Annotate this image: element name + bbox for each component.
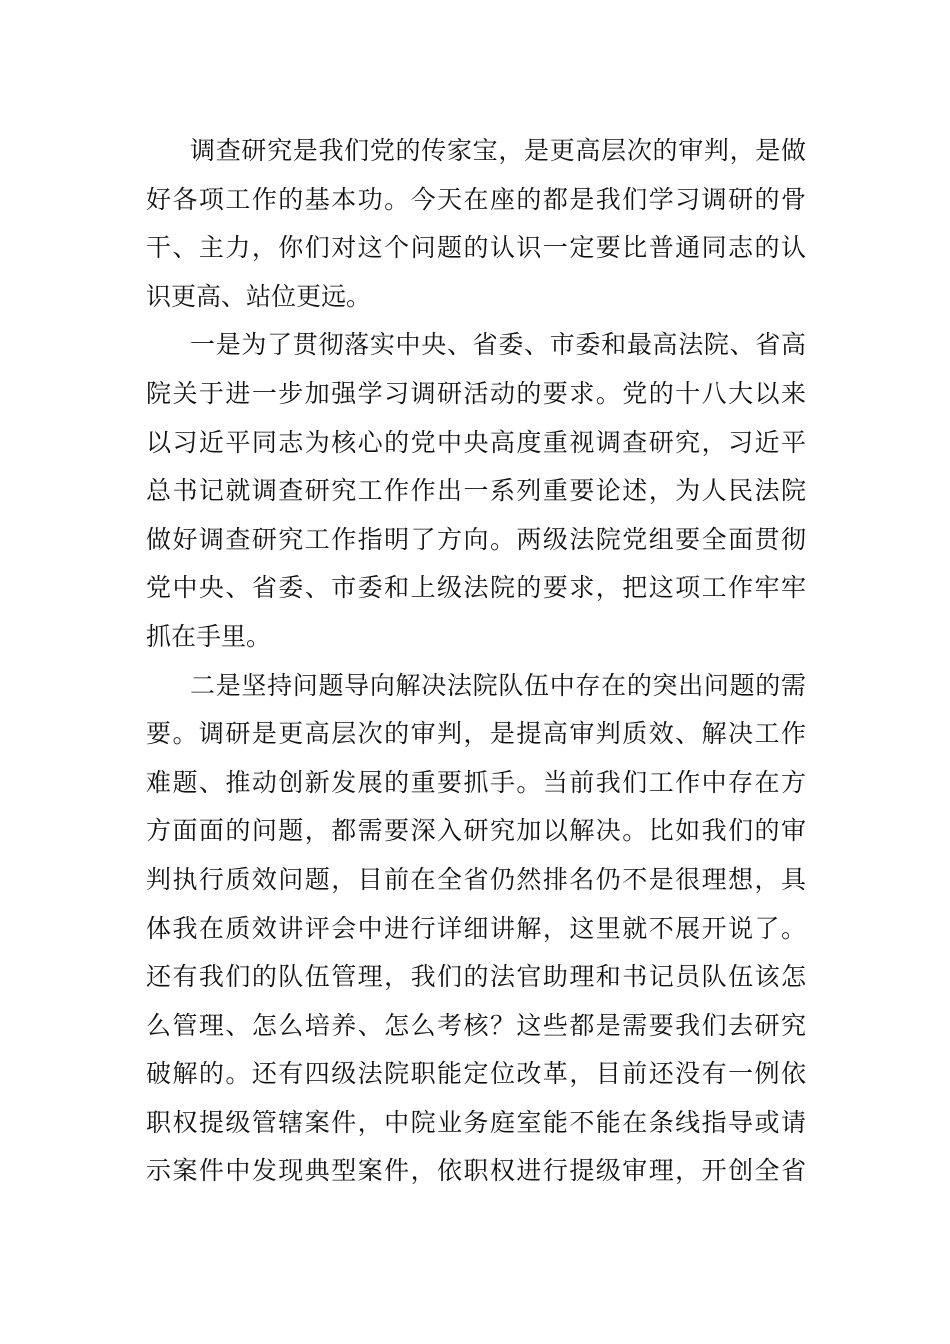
text-line: 么管理、怎么培养、怎么考核？这些都是需要我们去研究 [146, 1010, 806, 1040]
text-line: 做好调查研究工作指明了方向。两级法院党组要全面贯彻 [146, 524, 806, 554]
text-line: 二是坚持问题导向解决法院队伍中存在的突出问题的需 [190, 670, 806, 700]
text-line: 体我在质效讲评会中进行详细讲解，这里就不展开说了。 [146, 913, 806, 943]
text-line: 识更高、站位更远。 [146, 281, 372, 311]
paragraph-1 [146, 127, 806, 321]
text-line: 抓在手里。 [146, 621, 272, 651]
text-line: 院关于进一步加强学习调研活动的要求。党的十八大以来 [146, 378, 806, 408]
text-line: 破解的。还有四级法院职能定位改革，目前还没有一例依 [146, 1059, 806, 1089]
paragraph-3 [146, 662, 806, 1197]
text-line: 好各项工作的基本功。今天在座的都是我们学习调研的骨 [146, 184, 806, 214]
text-line: 以习近平同志为核心的党中央高度重视调查研究，习近平 [146, 427, 806, 457]
text-line: 总书记就调查研究工作作出一系列重要论述，为人民法院 [146, 476, 806, 506]
text-line: 干、主力，你们对这个问题的认识一定要比普通同志的认 [146, 233, 806, 263]
text-line: 调查研究是我们党的传家宝，是更高层次的审判，是做 [190, 136, 806, 165]
text-line: 党中央、省委、市委和上级法院的要求，把这项工作牢牢 [146, 573, 806, 603]
text-line: 一是为了贯彻落实中央、省委、市委和最高法院、省高 [190, 330, 806, 360]
text-line: 职权提级管辖案件，中院业务庭室能不能在条线指导或请 [146, 1107, 806, 1137]
text-line: 难题、推动创新发展的重要抓手。当前我们工作中存在方 [146, 767, 806, 797]
text-line: 示案件中发现典型案件，依职权进行提级审理，开创全省 [146, 1156, 806, 1186]
text-line: 判执行质效问题，目前在全省仍然排名仍不是很理想，具 [146, 864, 806, 894]
text-line: 方面面的问题，都需要深入研究加以解决。比如我们的审 [146, 816, 806, 846]
text-line: 要。调研是更高层次的审判，是提高审判质效、解决工作 [146, 719, 806, 749]
document-body [146, 127, 806, 1196]
paragraph-2 [146, 321, 806, 661]
text-line: 还有我们的队伍管理，我们的法官助理和书记员队伍该怎 [146, 962, 806, 992]
